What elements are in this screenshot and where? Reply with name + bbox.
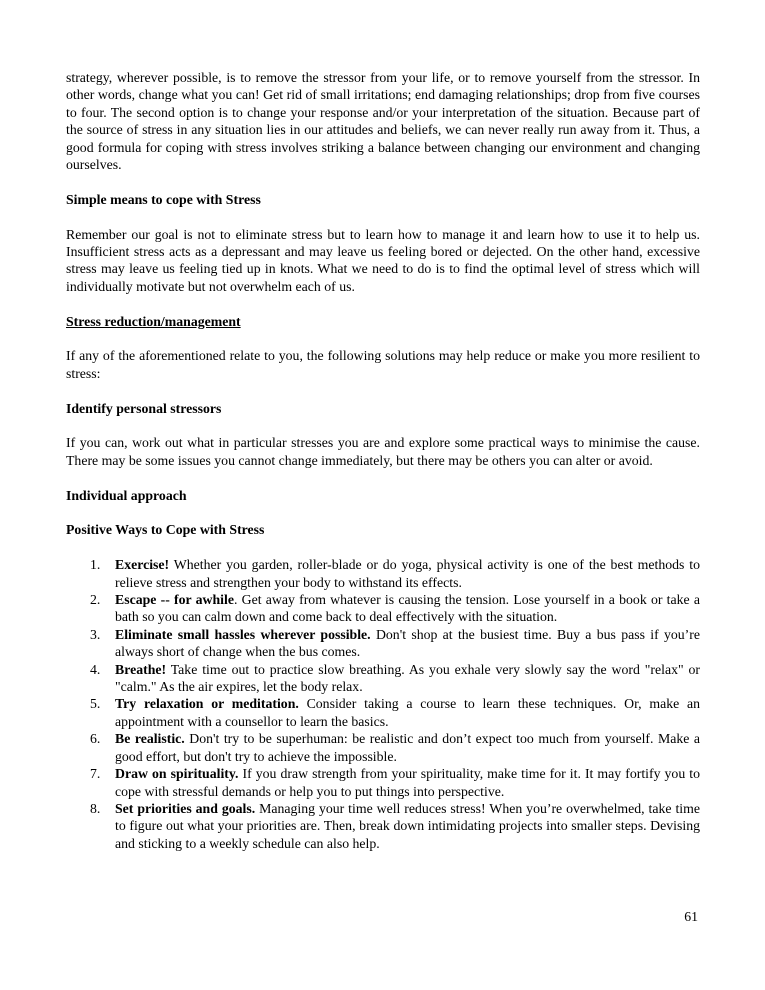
list-item-text: Don't shop at the busiest time. Buy a bus pass if you’re always short of change when the bus comes. — [115, 626, 700, 660]
stress-reduction-paragraph: If any of the aforementioned relate to you, the following solutions may help reduce or make you more resilient to stress: — [66, 348, 700, 381]
list-item-number: 1. — [90, 557, 101, 573]
list-item-text: If you draw strength from your spirituality, make time for it. It may fortify you to cope with stressful demands or help you to put things into perspective. — [115, 766, 700, 799]
heading-simple-means: Simple means to cope with Stress — [66, 191, 261, 207]
list-item-lead: Eliminate small hassles wherever possible. — [115, 626, 371, 642]
heading-individual-approach: Individual approach — [66, 487, 187, 503]
list-item-text: Whether you garden, roller-blade or do yoga, physical activity is one of the best methods to relieve stress and strengthen your body to withstand its effects. — [115, 557, 700, 590]
list-item-text: Managing your time well reduces stress! When you’re overwhelmed, take time to figure out what your priorities are. Then, break down intimidating projects into smaller steps. Devising and sticking to a weekly schedule can also help. — [115, 800, 700, 851]
list-item-lead: Be realistic. — [115, 731, 185, 747]
list-item-text: . Get away from whatever is causing the tension. Lose yourself in a book or take a bath so you can calm down and come back to deal effectively with the situation. — [115, 592, 700, 625]
numbered-list — [66, 556, 700, 852]
list-item-number: 3. — [90, 626, 101, 642]
list-item — [66, 591, 700, 626]
list-item-text: Don't try to be superhuman: be realistic and don’t expect too much from yourself. Make a good effort, but don't try to achieve the impossible. — [115, 731, 700, 764]
simple-means-paragraph: Remember our goal is not to eliminate stress but to learn how to manage it and learn how to use it to help us. Insufficient stress acts as a depressant and may leave us feeling bored or dejected. On the other hand, excessive stress may leave us feeling tied up in knots. What we need to do is to find the optimal level of stress which will individually motivate but not overwhelm each of us. — [66, 226, 700, 294]
list-item-number: 7. — [90, 766, 101, 782]
list-item-number: 8. — [90, 800, 101, 816]
list-item — [66, 800, 700, 852]
list-item-lead: Draw on spirituality. — [115, 766, 239, 782]
list-item-number: 5. — [90, 696, 101, 712]
list-item-text: Take time out to practice slow breathing. As you exhale very slowly say the word "relax" or "calm." As the air expires, let the body relax. — [115, 661, 700, 695]
list-item — [66, 695, 700, 730]
list-item-lead: Exercise! — [115, 557, 170, 573]
list-item-lead: Breathe! — [115, 661, 167, 677]
identify-stressors-paragraph: If you can, work out what in particular stresses you are and explore some practical ways to minimise the cause. There may be some issues you cannot change immediately, but there may be others you can alter or avoid. — [66, 435, 700, 468]
list-item-number: 2. — [90, 592, 101, 608]
list-item-number: 6. — [90, 731, 101, 747]
list-item-lead: Set priorities and goals. — [115, 800, 256, 816]
intro-paragraph: strategy, wherever possible, is to remove the stressor from your life, or to remove yourself from the stressor. In other words, change what you can! Get rid of small irritations; end damaging relationships; drop from five courses to four. The second option is to change your response and/or your interpretation of the situation. Because part of the source of stress in any situation lies in our attitudes and beliefs, we can never really run away from it. Thus, a good formula for coping with stress involves striking a balance between changing our environment and changing ourselves. — [66, 70, 700, 173]
page-number: 61 — [684, 909, 698, 924]
list-item — [66, 556, 700, 591]
list-item — [66, 626, 700, 661]
list-item-number: 4. — [90, 661, 101, 677]
heading-identify-stressors: Identify personal stressors — [66, 400, 222, 416]
list-item — [66, 661, 700, 696]
page-content — [66, 69, 700, 852]
list-item — [66, 730, 700, 765]
heading-stress-reduction: Stress reduction/management — [66, 313, 241, 329]
list-item-text: Consider taking a course to learn these techniques. Or, make an appointment with a counsellor to learn the basics. — [115, 696, 700, 729]
heading-positive-ways: Positive Ways to Cope with Stress — [66, 522, 265, 538]
list-item-lead: Escape -- for awhile — [115, 592, 234, 608]
list-item — [66, 765, 700, 800]
list-item-lead: Try relaxation or meditation. — [115, 696, 299, 712]
